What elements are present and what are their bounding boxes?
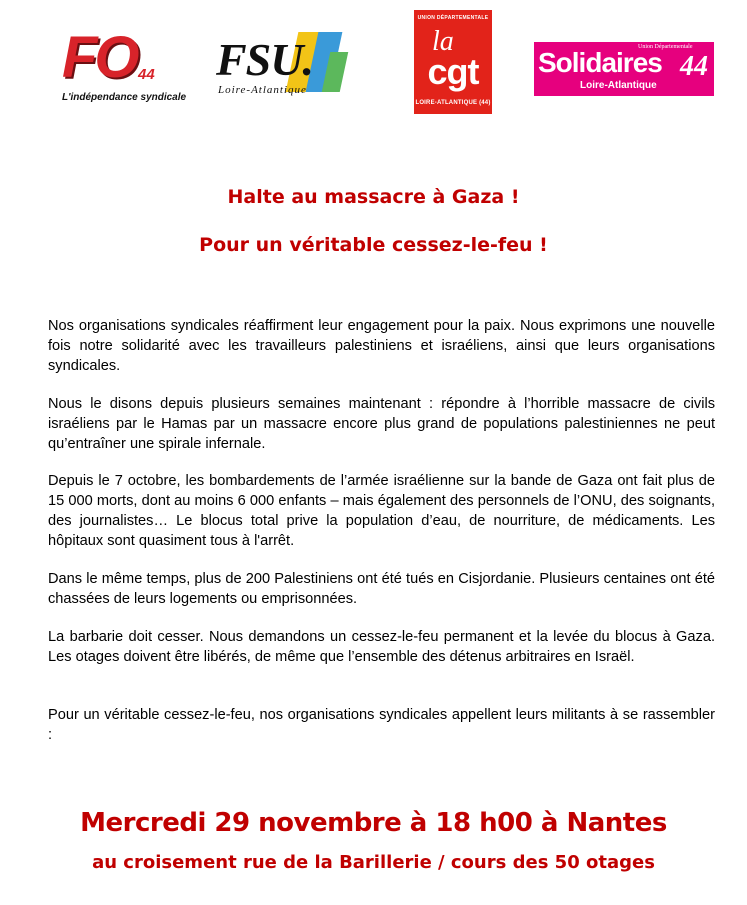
fo44-logo	[60, 25, 187, 113]
solidaires-logo-bottom: Loire-Atlantique	[580, 80, 657, 91]
document-subtitle: Pour un véritable cessez-le-feu !	[199, 234, 548, 256]
paragraph-2: Nous le disons depuis plusieurs semaines maintenant : répondre à l’horrible massacre de civils israéliens par le Hamas par un massacre encore plus grand de populations palestiniennes ne peut qu’entraîner une spirale infernale.	[48, 396, 715, 452]
fsu-logo	[212, 32, 342, 102]
document-title: Halte au massacre à Gaza !	[227, 186, 520, 208]
paragraph-3: Depuis le 7 octobre, les bombardements de l’armée israélienne sur la bande de Gaza ont fait plus de 15 000 morts, dont au moins 6 000 enfants – mais également des personnels de l’ONU, des soignants, des journalistes… Le blocus total prive la population d’eau, de nourriture, de médicaments. Les hôpitaux sont quasiment tous à l'arrêt.	[48, 473, 715, 549]
paragraph-4: Dans le même temps, plus de 200 Palestiniens ont été tués en Cisjordanie. Plusieurs centaines ont été chassées de leurs logements ou emprisonnées.	[48, 571, 715, 607]
fsu-logo-tagline: Loire-Atlantique	[218, 84, 307, 96]
fo-logo-tagline: L'indépendance syndicale	[62, 92, 187, 103]
cgt-logo-top: UNION DÉPARTEMENTALE	[417, 15, 489, 21]
solidaires-logo-top: Union Départementale	[638, 44, 693, 50]
paragraph-6: Pour un véritable cessez-le-feu, nos organisations syndicales appellent leurs militants à se rassembler :	[48, 707, 715, 743]
fo-logo-number: 44	[138, 66, 155, 83]
solidaires44-logo	[534, 42, 714, 96]
event-address: au croisement rue de la Barillerie / cours des 50 otages	[92, 852, 655, 873]
fo-logo-text: FO	[62, 25, 137, 90]
cgt-logo	[414, 10, 492, 114]
logo-header	[0, 0, 747, 130]
fsu-logo-text: FSU.	[216, 34, 313, 85]
cgt-logo-bottom: LOIRE-ATLANTIQUE (44)	[415, 100, 491, 106]
event-date-location: Mercredi 29 novembre à 18 h00 à Nantes	[80, 808, 667, 838]
paragraph-5: La barbarie doit cesser. Nous demandons un cessez-le-feu permanent et la levée du blocus à Gaza. Les otages doivent être libérés, de même que l’ensemble des détenus arbitraires en Israël.	[48, 629, 715, 665]
solidaires-logo-number: 44	[680, 51, 708, 82]
paragraph-1: Nos organisations syndicales réaffirment leur engagement pour la paix. Nous exprimons une nouvelle fois notre solidarité avec les travailleurs palestiniens et israéliens, ainsi que leurs organisations syndicales.	[48, 318, 715, 374]
cgt-logo-text: cgt	[427, 51, 479, 92]
cgt-logo-la: la	[432, 26, 454, 57]
solidaires-logo-text: Solidaires	[538, 47, 662, 78]
